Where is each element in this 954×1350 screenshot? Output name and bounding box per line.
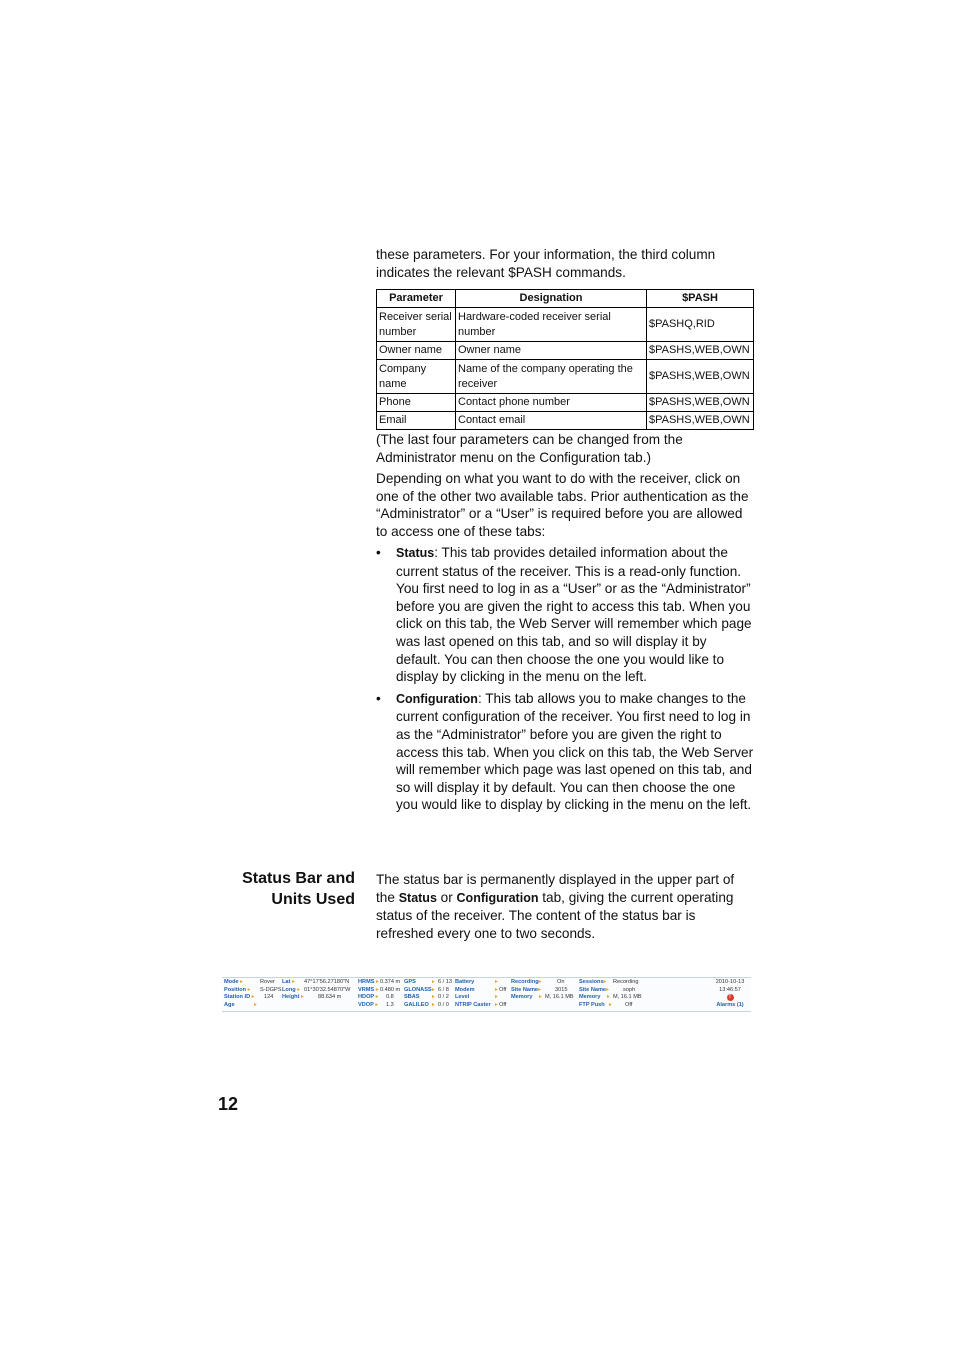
status-label: Sessions [579,979,604,985]
status-value: 3015 [555,986,568,993]
status-row[interactable] [358,986,401,995]
table-cell: Contact email [456,412,647,430]
status-row[interactable] [404,994,449,1002]
status-label: Height [282,994,300,1001]
arrow-icon: ▸ [291,979,295,985]
status-row[interactable] [579,986,636,995]
table-header-parameter: Parameter [377,290,456,308]
status-label: Age [224,1001,235,1008]
arrow-icon: ▸ [432,994,435,1001]
arrow-icon: ▸ [432,979,435,985]
status-label: VRMS [358,986,375,993]
status-value: 47°17'56.27180"N [304,979,350,985]
status-row[interactable] [404,1001,449,1010]
status-column-power [455,979,507,1009]
status-value: Off [499,986,507,993]
status-label: Lat [282,979,291,985]
arrow-icon: ▸ [539,994,542,1001]
status-value: Off [499,1001,507,1008]
status-label: Position [224,986,247,993]
table-cell: Name of the company operating the receiver [456,360,647,394]
table-row [377,412,754,430]
status-column-mode [224,979,282,1009]
status-value: S-DGPS [260,986,282,993]
arrow-icon: ▸ [376,979,379,985]
status-label: Modem [455,986,475,993]
status-label: GPS [404,979,416,985]
status-label: Level [455,994,470,1001]
note-paragraph: (The last four parameters can be changed from the Administrator menu on the Configuration tab.) [376,432,683,465]
status-bar-screenshot [222,977,751,1012]
status-row[interactable] [358,1001,394,1010]
status-value: M, 16.1 MB [613,994,642,1001]
status-value: soph [623,986,636,993]
status-row[interactable] [282,994,342,1002]
bullet-text: : This tab allows you to make changes to the current configuration of the receiver. You first need to log in as the “Administrator” before you are given the right to access this tab. When you click on this tab, the Web Server will remember which page was last opened on this tab, and so will display it by default. You can then choose the one you would like to display by clicking in the menu on the left. [396,690,754,813]
status-label: SBAS [404,994,420,1001]
status-para-text: The status bar is permanently displayed in the upper part of the [376,872,735,905]
alarm-row [710,994,750,1002]
status-column-satellites [404,979,452,1009]
status-value: 0.8 [386,994,394,1001]
status-row[interactable] [404,986,449,995]
status-value: 6 / 13 [438,979,452,985]
status-term: Status [398,890,437,905]
status-value: 124 [264,994,274,1001]
status-value: 6 / 8 [438,986,449,993]
table-cell: $PASHS,WEB,OWN [647,342,754,360]
status-column-sessions [579,979,642,1009]
status-value: 1.3 [386,1001,394,1008]
table-cell: $PASHS,WEB,OWN [647,412,754,430]
status-value: Rover [260,979,275,985]
arrow-icon: ▸ [375,994,379,1001]
intro-paragraph: these parameters. For your information, the third column indicates the relevant $PASH commands. [376,247,716,280]
table-cell: Owner name [377,342,456,360]
alarms-link[interactable]: Alarms (1) [716,1001,744,1008]
arrow-icon: ▸ [254,1001,257,1008]
table-cell: Contact phone number [456,394,647,412]
status-label: Site Name [511,986,539,993]
arrow-icon: ▸ [609,1001,612,1008]
list-item [376,690,754,814]
page-number: 12 [218,1094,239,1114]
arrow-icon: ▸ [538,979,542,985]
time-readout: 13:46:57 [719,986,741,993]
arrow-icon: ▸ [300,994,304,1001]
table-row [377,308,754,342]
table-header-designation: Designation [456,290,647,308]
status-label: Site Name [579,986,607,993]
alarm-icon[interactable]: ! [727,994,734,1001]
status-row[interactable] [358,979,401,987]
status-row[interactable] [511,979,565,987]
status-label: Recording [511,979,539,985]
table-cell: Phone [377,394,456,412]
arrow-icon: ▸ [495,979,498,985]
table-row [377,360,754,394]
status-row[interactable] [455,979,498,987]
arrow-icon: ▸ [432,986,435,993]
status-row[interactable] [511,986,568,995]
status-label: Station ID [224,994,251,1001]
arrow-icon: ▸ [607,994,610,1001]
bullet-term: Status [396,546,435,560]
arrow-icon: ▸ [495,1001,498,1008]
table-cell: Company name [377,360,456,394]
status-label: HDOP [358,994,375,1001]
status-row[interactable] [224,979,275,987]
configuration-term: Configuration [456,890,539,905]
arrow-icon: ▸ [603,979,607,985]
status-row[interactable] [455,994,498,1002]
section-heading: Status Bar and Units Used [242,870,355,908]
status-value: Off [625,1001,633,1008]
table-cell: $PASHS,WEB,OWN [647,360,754,394]
status-row[interactable] [282,979,350,987]
status-row[interactable] [579,994,642,1002]
bullet-term: Configuration [396,691,478,706]
table-row [377,394,754,412]
arrow-icon: ▸ [247,986,251,993]
table-cell: Email [377,412,456,430]
status-value: M, 16.1 MB [545,994,574,1001]
bullet-icon: • [376,545,381,560]
date-readout: 2010-10-13 [715,979,745,985]
bullet-text: : This tab provides detailed information about the current status of the receiver. This is a read-only function. You first need to log in as a “User” or as the “Administrator” before you are given the right to access this tab. When you click on this tab, the Web Server will remember which page was last opened on this tab, and so will display it by default. You can then choose the one you would like to display by clicking in the menu on the left. [396,545,752,685]
table-cell: Owner name [456,342,647,360]
table-cell: $PASHS,WEB,OWN [647,394,754,412]
status-value: 0.480 m [380,986,401,993]
list-item [376,544,754,686]
parameters-table [376,289,754,430]
arrow-icon: ▸ [375,986,379,993]
status-row[interactable] [579,979,639,987]
arrow-icon: ▸ [375,1001,379,1008]
status-label: VDOP [358,1001,374,1008]
status-value: Recording [613,979,639,985]
status-column-position [282,979,351,1002]
table-header-pash: $PASH [647,290,754,308]
status-label: HRMS [358,979,375,985]
status-label: GALILEO [404,1001,429,1008]
arrow-icon: ▸ [495,994,498,1001]
arrow-icon: ▸ [606,986,609,993]
status-row[interactable] [579,1001,633,1010]
status-row[interactable] [282,986,351,995]
arrow-icon: ▸ [432,1001,435,1008]
status-row[interactable] [455,986,507,995]
status-label: Long [282,986,296,993]
arrow-icon: ▸ [538,986,541,993]
tab-bullet-list [376,544,754,818]
table-cell: $PASHQ,RID [647,308,754,342]
status-label: Mode [224,979,239,985]
arrow-icon: ▸ [240,979,243,985]
status-label: FTP Push [579,1001,605,1008]
table-cell: Receiver serial number [377,308,456,342]
status-column-datetime [710,979,750,1009]
status-row[interactable] [224,994,274,1002]
arrow-icon: ▸ [297,986,301,993]
status-para-text: or [436,889,457,905]
table-header-row [377,290,754,308]
status-value: 88.634 m [318,994,342,1001]
status-label: NTRIP Caster [455,1001,491,1008]
status-value: 0 / 2 [438,994,449,1001]
status-label: Battery [455,979,475,985]
status-column-precision [358,979,401,1009]
tabs-paragraph: Depending on what you want to do with the receiver, click on one of the other two available tabs. Prior authentication as the “Administrator” or a “User” is required before you are allowed to access one of these tabs: [376,471,749,539]
status-para-text: tab, giving the current operating status of the receiver. The content of the status bar is refreshed every one to two seconds. [376,889,734,941]
status-row[interactable] [358,994,394,1002]
bullet-icon: • [376,690,381,706]
status-label: Memory [511,994,533,1001]
status-row[interactable] [224,1001,257,1010]
status-label: GLONASS [404,986,432,993]
status-row[interactable] [404,979,452,987]
status-value: 01°30'32.54870"W [304,986,351,993]
table-row [377,342,754,360]
status-row[interactable] [511,994,574,1002]
status-bar-paragraph [376,871,754,942]
status-row[interactable] [224,986,282,995]
status-value: On [557,979,565,985]
status-row[interactable] [455,1001,507,1010]
arrow-icon: ▸ [495,986,498,993]
arrow-icon: ▸ [251,994,255,1001]
status-value: 0 / 0 [438,1001,449,1008]
status-column-recording [511,979,574,1002]
table-cell: Hardware-coded receiver serial number [456,308,647,342]
status-value: 0.374 m [380,979,401,985]
status-label: Memory [579,994,601,1001]
